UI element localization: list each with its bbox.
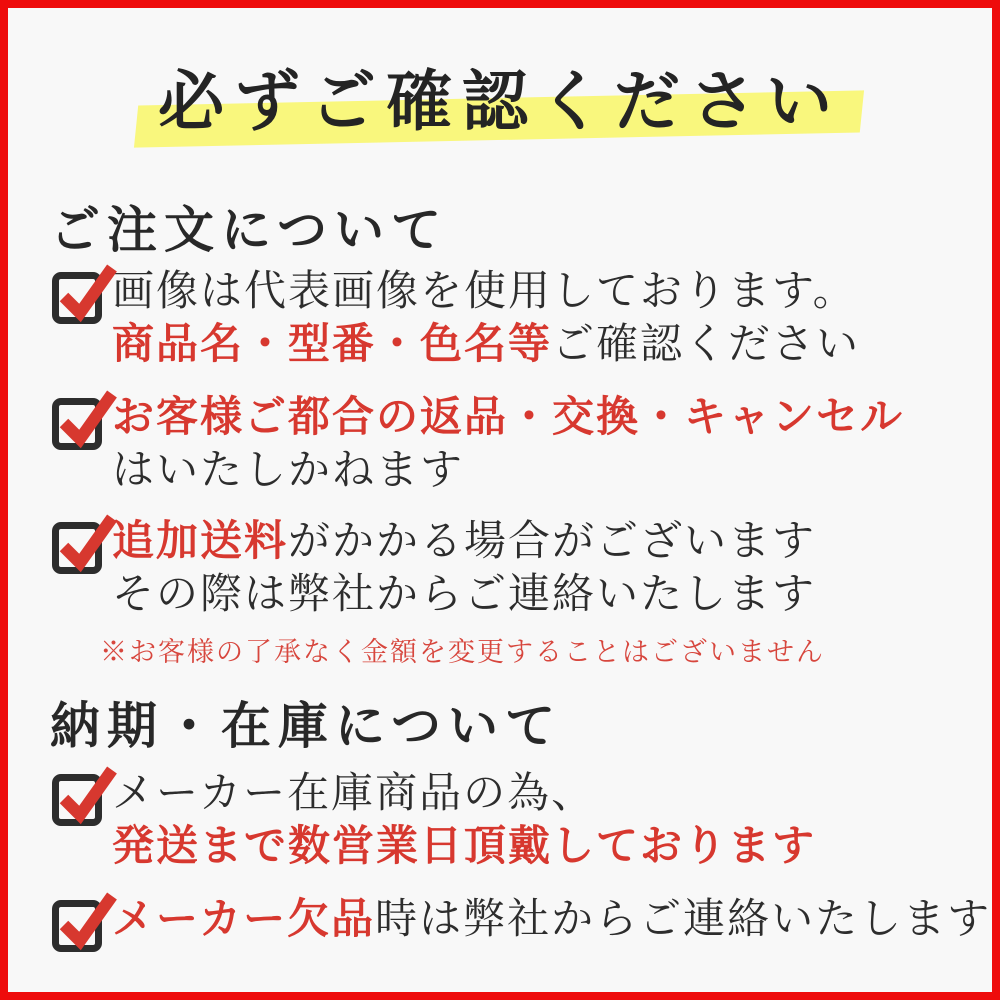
text-segment-highlighted: 商品名・型番・色名等 (112, 319, 553, 368)
item-text (112, 514, 816, 620)
checkmark-icon (54, 263, 118, 327)
item-line (112, 892, 991, 945)
text-segment: その際は弊社からご連絡いたします (112, 569, 817, 618)
text-segment: 画像は代表画像を使用しております。 (112, 266, 857, 315)
item-line (112, 317, 860, 370)
price-change-note: ※お客様の了承なく金額を変更することはございません (100, 637, 825, 668)
checkmark-icon (54, 765, 118, 829)
item-text (112, 390, 904, 496)
item-text (112, 892, 991, 945)
text-segment: がかかる場合がございます (288, 516, 817, 565)
checked-checkbox-icon (52, 900, 102, 952)
checklist-item-maker-shortage (52, 892, 991, 952)
section-heading-order: ご注文について (50, 200, 448, 259)
title-block (8, 48, 992, 158)
text-segment: はいたしかねます (112, 445, 465, 494)
section-heading-stock: 納期・在庫について (50, 696, 562, 755)
item-line (112, 443, 904, 496)
text-segment: ご確認ください (552, 319, 861, 368)
text-segment-highlighted: 追加送料 (112, 516, 289, 565)
checkmark-icon (54, 891, 118, 955)
page-title: 必ずご確認ください (158, 62, 842, 140)
checked-checkbox-icon (52, 398, 102, 450)
item-line (112, 766, 816, 819)
item-line (112, 567, 816, 620)
text-segment: メーカー在庫商品の為、 (112, 768, 596, 817)
text-segment-highlighted: 発送まで数営業日頂戴しております (112, 821, 817, 870)
checkmark-icon (54, 389, 118, 453)
item-text (112, 264, 860, 370)
item-line (112, 819, 816, 872)
text-segment-highlighted: お客様ご都合の返品・交換・キャンセル (112, 392, 905, 441)
item-text (112, 766, 816, 872)
checklist-item-representative-image (52, 264, 860, 370)
item-line (112, 390, 904, 443)
checked-checkbox-icon (52, 522, 102, 574)
checkmark-icon (54, 513, 118, 577)
checklist-item-maker-stock (52, 766, 816, 872)
checked-checkbox-icon (52, 272, 102, 324)
item-line (112, 514, 816, 567)
checked-checkbox-icon (52, 774, 102, 826)
text-segment: 時は弊社からご連絡いたします (375, 894, 992, 943)
checklist-item-extra-shipping (52, 514, 816, 620)
text-segment-highlighted: メーカー欠品 (112, 894, 376, 943)
item-line (112, 264, 860, 317)
checklist-item-returns (52, 390, 904, 496)
